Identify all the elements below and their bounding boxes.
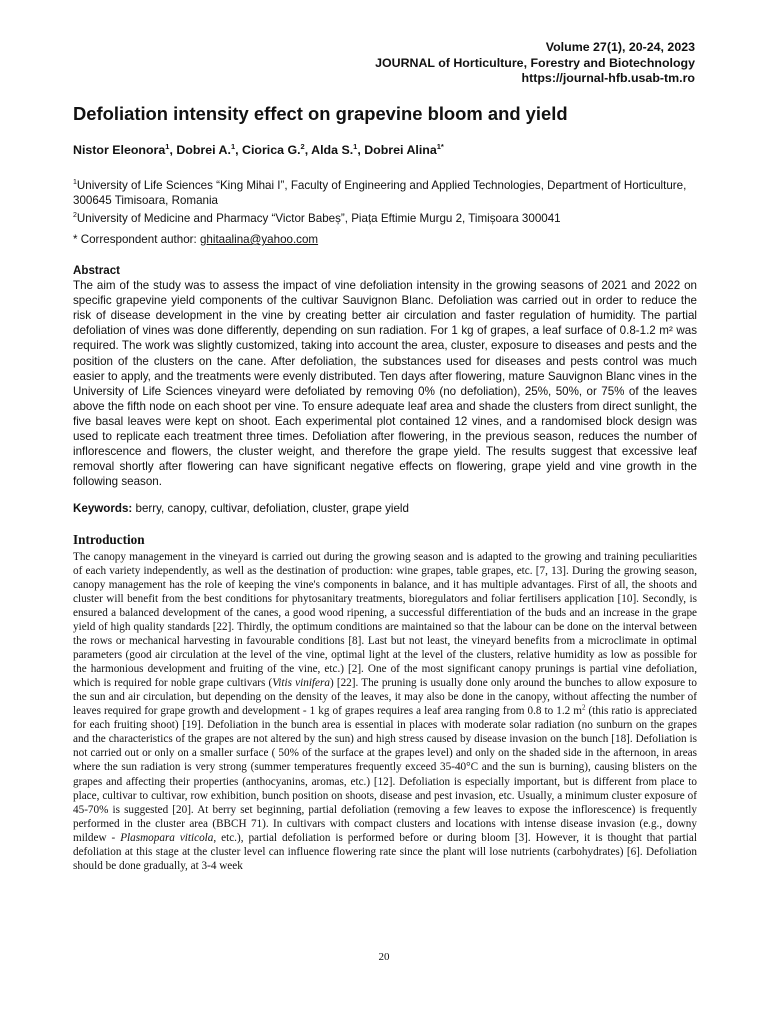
correspondent-author: [73, 233, 318, 246]
paper-title: Defoliation intensity effect on grapevine bloom and yield: [73, 103, 568, 124]
introduction-section: [73, 532, 697, 873]
author-separator: ,: [304, 143, 312, 158]
author-list: [73, 142, 444, 157]
intro-text-part: The canopy management in the vineyard is carried out during the growing season and is adapted to the growing and training peculiarities of each variety independently, as well as the destination of production: wine grapes, table grapes, etc. [7, 13]. During the growing season, canopy management has the role of keeping the vine's components in balance, and it has multiple advantages. First of all, the shoots and cluster will benefit from the best conditions for phytosanitary treatments, bioregulators and foliar fertilisers application [10]. Secondly, is ensured a balanced development of the canes, a good wood ripening, a successful differentiation of the buds and an increase in the grape yield of high quality standards [22]. Thirdly, the optimum conditions are maintained so that the labour can be done on the interval between the rows or mechanical harvesting in favourable conditions [8]. Last but not least, the vineyard benefits from a microclimate in optimal parameters (good air circulation at the level of the vine, optimal light at the level of the clusters, relative humidity as low as possible for the harmonious development and fruiting of the vine, etc.) [2]. One of the most significant canopy prunings is partial vine defoliation, which is required for noble grape cultivars (: [73, 551, 697, 690]
journal-name: JOURNAL of Horticulture, Forestry and Biotechnology: [375, 55, 695, 70]
author-separator: ,: [169, 143, 177, 158]
keywords-section: [73, 502, 409, 515]
introduction-heading: Introduction: [73, 532, 145, 547]
keywords-label: Keywords:: [73, 502, 133, 515]
journal-url[interactable]: https://journal-hfb.usab-tm.ro: [521, 71, 695, 85]
introduction-paragraph: [73, 550, 697, 873]
affiliation-text: University of Medicine and Pharmacy “Victor Babeș”, Piața Eftimie Murgu 2, Timișoara 300041: [76, 212, 561, 226]
author-separator: ,: [357, 143, 365, 158]
author-separator: ,: [235, 143, 243, 158]
intro-text-part: ) [22]. The pruning is usually done only around the bunches to allow exposure to the sun and air circulation, but depending on the density of the leaves, it may also be done in the canopy, without affecting the number of leaves required for grape growth and development - 1 kg of grapes requires a leaf area ranging from 0.8 to 1.2 m: [73, 677, 697, 718]
volume-info: Volume 27(1), 20-24, 2023: [545, 40, 695, 54]
intro-text-part: , etc.), partial defoliation is performed before or during bloom [3]. However, it is thought that partial defoliation at this stage at the cluster level can influence flowering rate since the plant will lose nutrients (carbohydrates) [6]. Defoliation should be done gradually, at 3-4 week: [73, 831, 697, 872]
affiliation-1: [73, 175, 697, 208]
keywords-text: berry, canopy, cultivar, defoliation, cluster, grape yield: [132, 502, 409, 515]
author-affiliation-mark: 2: [300, 142, 305, 151]
abstract-text: The aim of the study was to assess the impact of vine defoliation intensity in the growing seasons of 2021 and 2022 on specific grapevine yield components of the cultivar Sauvignon Blanc. Defoliation was carried out in order to reduce the risk of disease development in the vine by creating better air circulation and faster regulation of humidity. The partial defoliation of vines was done differently, depending on sun radiation. For 1 kg of grapes, a leaf surface of 0.8-1.2 m² was required. The work was slightly customized, taking into account the area, cluster, exposure to diseases and pests and the position of the clusters on the cane. After defoliation, the substances used for diseases and pests control was much easier to apply, and the treatments were evenly distributed. Ten days after flowering, mature Sauvignon Blanc vines in the University of Life Sciences vineyard were defoliated by removing 0% (no defoliation), 25%, 50%, or 75% of the leaves above the fifth node on each shoot per vine. To ensure adequate leaf area and shade the clusters from direct sunlight, the five basal leaves were kept on shoot. Each experimental plot contained 12 vines, and a randomised block design was used to replicate each treatment three times. Defoliation after flowering, in the previous season, reduces the number of inflorescence and flowers, the cluster weight, and therefore the grape yield. The results suggest that excessive leaf removal shortly after flowering can have significant negative effects on flowering, grape yield and vine growth in the following season.: [73, 279, 697, 489]
author-name: Ciorica G.: [242, 143, 301, 158]
author-name: Alda S.: [311, 143, 354, 158]
correspondent-email-link[interactable]: ghitaalina@yahoo.com: [199, 233, 319, 246]
affiliations: [73, 175, 697, 226]
affiliation-text: University of Life Sciences “King Mihai I”, Faculty of Engineering and Applied Technologies, Department of Horticulture, 300645 Timisoara, Romania: [73, 178, 687, 208]
affiliation-2: [73, 208, 697, 226]
correspondent-label: * Correspondent author:: [73, 233, 200, 246]
species-name: Plasmopara viticola: [120, 831, 214, 844]
author-affiliation-mark: 1: [353, 142, 358, 151]
page-number: 20: [378, 951, 390, 963]
author-name: Dobrei Alina: [364, 143, 437, 158]
author-name: Dobrei A.: [176, 143, 231, 158]
author-name: Nistor Eleonora: [73, 143, 166, 158]
unit-superscript: 2: [581, 703, 586, 712]
author-affiliation-mark: 1: [165, 142, 170, 151]
author-affiliation-mark: 1: [230, 142, 236, 151]
author-affiliation-mark: 1*: [436, 142, 444, 151]
species-name: Vitis vinifera: [272, 677, 330, 690]
affiliation-mark: 1: [73, 179, 77, 186]
intro-text-part: (this ratio is appreciated for each fruiting shoot) [19]. Defoliation in the bunch area is essential in places with moderate solar radiation (no sunburn on the grapes and the characteristics of the grapes are not altered by the sun) and high stress caused by disease invasion on the bunch [18]. Defoliation is not carried out or only on a smaller surface ( 50% of the surface at the grapes level) and only on the shaded side in the afternoon, in areas where the sun radiation is very strong (summer temperatures frequently exceed 35-40°C and the sun is burning), causing blisters on the grapes and affecting their properties (anthocyanins, aromas, etc.) [12]. Defoliation is especially important, but is different from place to place, cultivar to cultivar, row exhibition, bunch position on shoots, disease and pest invasion, etc. Usually, a minimum cluster exposure of 45-70% is suggested [20]. At berry set beginning, partial defoliation (removing a few leaves to expose the inflorescence) is frequently performed in the cluster area (BBCH 71). In cultivars with compact clusters and locations with intense disease invasion (e.g., downy mildew -: [73, 705, 697, 844]
affiliation-mark: 2: [73, 212, 77, 220]
journal-header: [375, 40, 695, 87]
abstract-heading: Abstract: [73, 264, 121, 277]
abstract-section: [73, 263, 697, 489]
